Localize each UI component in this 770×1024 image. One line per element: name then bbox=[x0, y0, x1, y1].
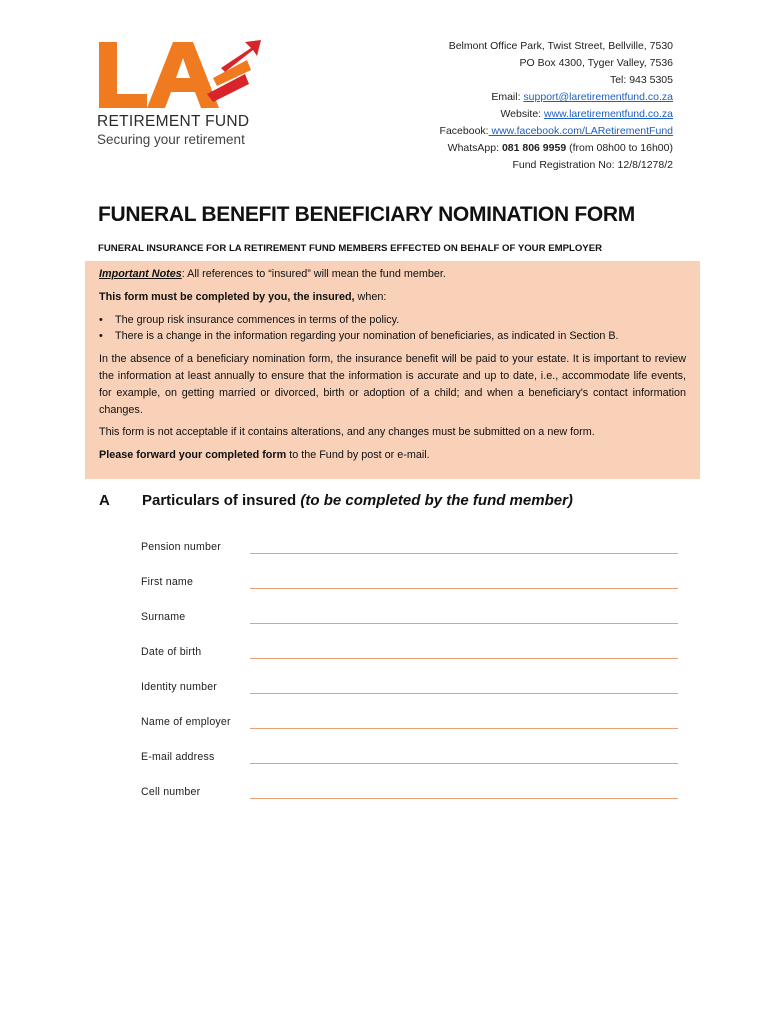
important-notes-text: : All references to “insured” will mean the fund member. bbox=[181, 268, 446, 280]
pension-number-label: Pension number bbox=[141, 541, 221, 553]
employer-name-field[interactable] bbox=[250, 728, 678, 729]
email-address-field[interactable] bbox=[250, 763, 678, 764]
logo-name: RETIREMENT FUND bbox=[97, 113, 250, 130]
email-address-label: E-mail address bbox=[141, 751, 215, 763]
list-item: • The group risk insurance commences in terms of the policy. bbox=[99, 312, 686, 329]
forward-note bbox=[99, 447, 686, 464]
cell-number-label: Cell number bbox=[141, 786, 201, 798]
contact-email-row bbox=[440, 89, 673, 106]
email-link[interactable]: support@laretirementfund.co.za bbox=[523, 91, 673, 103]
surname-field[interactable] bbox=[250, 623, 678, 624]
identity-number-field[interactable] bbox=[250, 693, 678, 694]
logo-tagline: Securing your retirement bbox=[97, 132, 245, 147]
whatsapp-label: WhatsApp: bbox=[447, 142, 502, 154]
list-item: • There is a change in the information regarding your nomination of beneficiaries, as indicated in Section B. bbox=[99, 328, 686, 345]
cell-number-field[interactable] bbox=[250, 798, 678, 799]
forward-rest: to the Fund by post or e-mail. bbox=[286, 449, 430, 462]
identity-number-label: Identity number bbox=[141, 681, 218, 693]
completed-by-bold: This form must be completed by you, the insured, bbox=[99, 290, 355, 303]
form-title: FUNERAL BENEFIT BENEFICIARY NOMINATION FORM bbox=[98, 203, 635, 226]
completed-by-note bbox=[99, 289, 686, 306]
first-name-field[interactable] bbox=[250, 588, 678, 589]
section-a-title-italic: (to be completed by the fund member) bbox=[300, 492, 573, 509]
date-of-birth-field[interactable] bbox=[250, 658, 678, 659]
alterations-note: This form is not acceptable if it contains alterations, and any changes must be submitted on a new form. bbox=[99, 426, 595, 439]
surname-label: Surname bbox=[141, 611, 186, 623]
contact-whatsapp-row bbox=[440, 140, 673, 157]
section-a-title bbox=[142, 492, 573, 509]
facebook-link[interactable]: www.facebook.com/LARetirementFund bbox=[488, 125, 673, 137]
fund-registration: Fund Registration No: 12/8/1278/2 bbox=[512, 159, 673, 171]
whatsapp-number: 081 806 9959 bbox=[501, 142, 567, 154]
form-subtitle: FUNERAL INSURANCE FOR LA RETIREMENT FUND MEMBERS EFFECTED ON BEHALF OF YOUR EMPLOYER bbox=[98, 243, 603, 254]
pension-number-field[interactable] bbox=[250, 553, 678, 554]
first-name-label: First name bbox=[141, 576, 194, 588]
contact-po-box: PO Box 4300, Tyger Valley, 7536 bbox=[519, 57, 673, 69]
important-notes-box bbox=[85, 261, 700, 479]
email-label: Email: bbox=[491, 91, 524, 103]
website-link[interactable]: www.laretirementfund.co.za bbox=[544, 108, 673, 120]
date-of-birth-label: Date of birth bbox=[141, 646, 202, 658]
la-retirement-fund-logo bbox=[95, 38, 265, 150]
contact-tel: Tel: 943 5305 bbox=[609, 74, 673, 86]
important-notes bbox=[99, 266, 686, 283]
section-a-letter: A bbox=[99, 492, 110, 509]
la-logo-mark-icon bbox=[95, 38, 265, 118]
absence-note: In the absence of a beneficiary nomination form, the insurance benefit will be paid to your estate. It is important to review the information at least annually to ensure that the information is accurate and up to date, i.e., accommodate life events, for example, on getting married or divorced, birth or adoption of a child; and when a beneficiary's contact information changes. bbox=[99, 353, 686, 416]
section-a-title-text: Particulars of insured bbox=[142, 492, 301, 509]
website-label: Website: bbox=[500, 108, 545, 120]
completed-by-rest: when: bbox=[354, 290, 387, 303]
facebook-label: Facebook: bbox=[439, 125, 489, 137]
contact-info bbox=[440, 38, 673, 174]
important-notes-label: Important Notes bbox=[99, 268, 182, 280]
contact-facebook-row bbox=[440, 123, 673, 140]
contact-website-row bbox=[440, 106, 673, 123]
contact-address: Belmont Office Park, Twist Street, Bellville, 7530 bbox=[448, 40, 673, 52]
whatsapp-hours: (from 08h00 to 16h00) bbox=[566, 142, 673, 154]
conditions-list bbox=[99, 312, 686, 346]
employer-name-label: Name of employer bbox=[141, 716, 231, 728]
forward-bold: Please forward your completed form bbox=[99, 449, 287, 462]
